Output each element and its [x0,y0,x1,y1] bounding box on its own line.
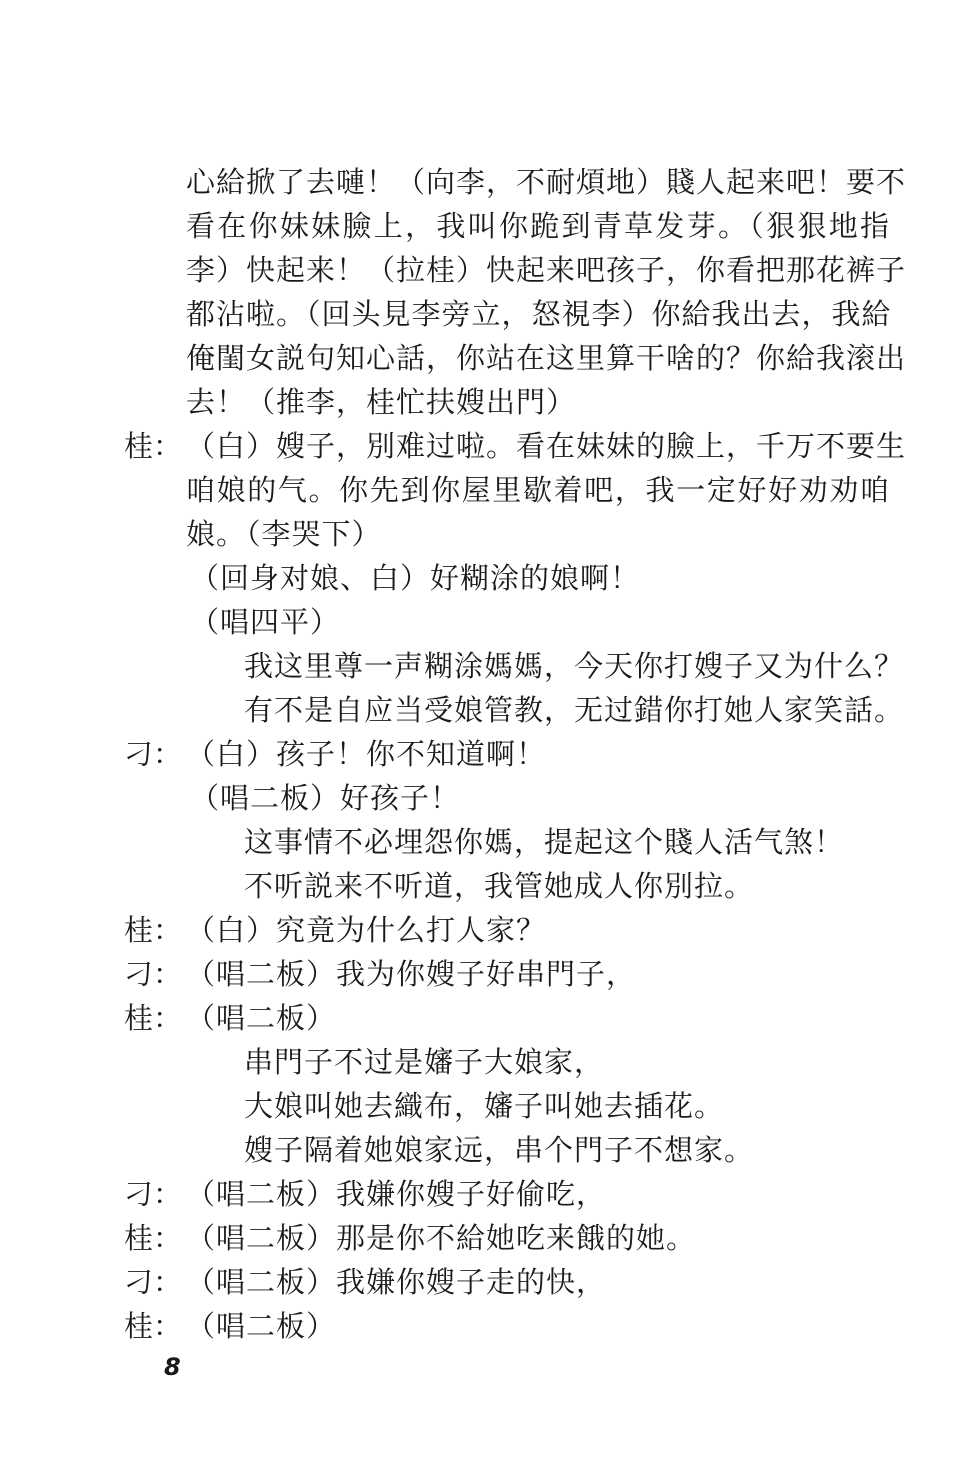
speaker-label: 桂： [124,1001,183,1035]
dialogue-line: （白）究竟为什么打人家？ [186,913,547,947]
speaker-label: 刁： [124,1177,183,1211]
speaker-label: 刁： [124,737,183,771]
dialogue-line: （唱二板）我嫌你嫂子走的快， [186,1265,607,1299]
speaker-label: 刁： [124,1265,183,1299]
lyric-line: 不听説来不听道，我管她成人你別拉。 [244,869,755,903]
text-line: 李）快起来！（拉桂）快起来吧孩子，你看把那花裤子 [186,253,907,287]
text-line: 娘。（李哭下） [186,517,382,551]
lyric-line: 我这里尊一声糊涂媽媽，今天你打嫂子又为什么？ [244,649,905,683]
text-line: 都沾啦。（回头見李旁立，怒視李）你給我出去，我給 [186,297,892,331]
speaker-label: 桂： [124,1309,183,1343]
text-line: 俺閨女説句知心話，你站在这里算干啥的？你給我滚出 [186,341,907,375]
dialogue-line: （唱二板） [186,1001,337,1035]
speaker-label: 桂： [124,913,183,947]
dialogue-line: （唱二板）我为你嫂子好串門子， [186,957,637,991]
dialogue-line: （唱二板）我嫌你嫂子好偷吃， [186,1177,607,1211]
aria-marker: （唱二板）好孩子！ [190,781,461,815]
dialogue-line: （白）孩子！你不知道啊！ [186,737,547,771]
speaker-label: 桂： [124,1221,183,1255]
lyric-line: 大娘叫她去織布，嬸子叫她去插花。 [244,1089,725,1123]
text-line: 心給掀了去嗹！（向李，不耐煩地）賤人起来吧！要不 [186,165,907,199]
dialogue-line: （白）嫂子，別难过啦。看在妹妹的臉上，千万不要生 [186,429,907,463]
text-line: 看在你妹妹臉上，我叫你跪到青草发芽。（狠狠地指 [186,209,890,243]
aria-marker: （唱四平） [190,605,341,639]
page-number: 8 [164,1353,181,1381]
dialogue-line: （唱二板） [186,1309,337,1343]
text-line: 咱娘的气。你先到你屋里歇着吧，我一定好好劝劝咱 [186,473,890,507]
lyric-line: 串門子不过是嬸子大娘家， [244,1045,605,1079]
speaker-label: 刁： [124,957,183,991]
lyric-line: 嫂子隔着她娘家远，串个門子不想家。 [244,1133,755,1167]
lyric-line: 有不是自应当受娘管教，无过錯你打她人家笑話。 [244,693,905,727]
stage-direction: （回身对娘、白）好糊涂的娘啊！ [190,561,641,595]
dialogue-line: （唱二板）那是你不給她吃来餓的她。 [186,1221,697,1255]
speaker-label: 桂： [124,429,183,463]
text-line: 去！（推李，桂忙扶嫂出門） [186,385,577,419]
lyric-line: 这事情不必埋怨你媽，提起这个賤人活气煞！ [244,825,845,859]
